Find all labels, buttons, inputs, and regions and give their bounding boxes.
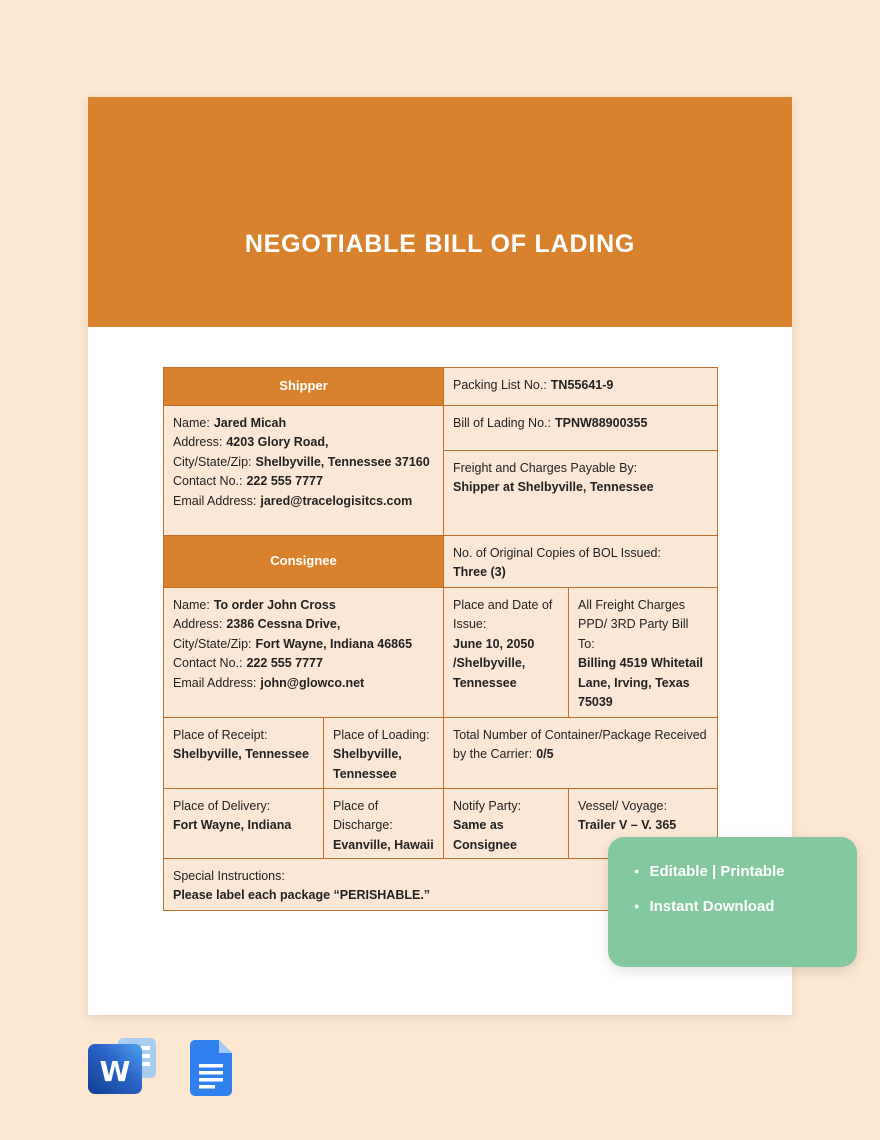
consignee-name-row	[173, 596, 434, 615]
place-delivery-label: Place of Delivery:	[173, 799, 271, 813]
vessel-voyage-label: Vessel/ Voyage:	[578, 799, 667, 813]
consignee-name-value: To order John Cross	[213, 598, 336, 612]
shipper-city-value: Shelbyville, Tennessee 37160	[255, 454, 430, 469]
bill-of-lading-table	[163, 367, 718, 911]
word-file-icon[interactable]	[88, 1038, 158, 1101]
shipper-email-value: jared@tracelogisitcs.com	[260, 493, 413, 508]
shipper-city-row	[173, 453, 434, 472]
word-icon-graphic	[88, 1038, 158, 1096]
copies-issued-cell	[444, 536, 718, 588]
total-containers-value: 0/5	[536, 747, 554, 762]
shipper-address-value: 4203 Glory Road,	[226, 435, 329, 450]
consignee-contact-label: Contact No.:	[173, 656, 243, 671]
google-docs-icon-graphic	[190, 1040, 232, 1096]
consignee-email-row	[173, 674, 434, 693]
promo-badge-text-download: Instant Download	[649, 898, 775, 915]
notify-party-label: Notify Party:	[453, 799, 522, 813]
place-loading-label: Place of Loading:	[333, 728, 430, 742]
place-discharge-label: Place of Discharge:	[333, 799, 393, 833]
shipper-address-row	[173, 433, 434, 452]
consignee-details-cell	[164, 588, 444, 718]
consignee-contact-value: 222 555 7777	[246, 656, 323, 671]
place-delivery-value: Fort Wayne, Indiana	[173, 818, 292, 833]
place-discharge-cell	[324, 789, 444, 859]
packing-list-value: TN55641-9	[550, 378, 614, 392]
bol-number-label: Bill of Lading No.:	[453, 416, 551, 430]
shipper-name-row	[173, 414, 434, 433]
packing-list-label: Packing List No.:	[453, 378, 547, 392]
bullet-icon: ●	[634, 901, 640, 911]
shipper-address-label: Address:	[173, 435, 223, 450]
freight-charges-cell	[569, 588, 718, 718]
consignee-email-value: john@glowco.net	[260, 675, 365, 690]
freight-payable-label: Freight and Charges Payable By:	[453, 461, 638, 475]
freight-charges-label: All Freight Charges PPD/ 3RD Party Bill To:	[578, 598, 689, 651]
place-loading-value: Shelbyville, Tennessee	[333, 747, 402, 781]
place-date-issue-cell	[444, 588, 569, 718]
freight-charges-value: Billing 4519 Whitetail Lane, Irving, Texas 75039	[578, 656, 704, 709]
shipper-details-cell	[164, 406, 444, 536]
place-loading-cell	[324, 718, 444, 789]
google-docs-file-icon[interactable]	[190, 1040, 232, 1101]
notify-party-value: Same as Consignee	[453, 818, 517, 852]
place-date-issue-value: June 10, 2050 /Shelbyville, Tennessee	[453, 636, 535, 690]
promo-badge-line-editable	[634, 863, 843, 880]
consignee-address-row	[173, 615, 434, 634]
vessel-voyage-value: Trailer V – V. 365	[578, 818, 677, 833]
bullet-icon: ●	[634, 866, 640, 876]
consignee-header-cell: Consignee	[164, 536, 444, 588]
consignee-city-row	[173, 635, 434, 654]
place-delivery-cell	[164, 789, 324, 859]
promo-badge-text-editable: Editable | Printable	[649, 863, 785, 880]
consignee-city-value: Fort Wayne, Indiana 46865	[255, 636, 413, 651]
bol-number-cell	[444, 406, 718, 451]
freight-payable-cell	[444, 451, 718, 536]
place-date-issue-label: Place and Date of Issue:	[453, 598, 553, 632]
consignee-email-label: Email Address:	[173, 675, 257, 690]
promo-badge-line-download	[634, 898, 843, 915]
shipper-contact-value: 222 555 7777	[246, 474, 323, 489]
copies-issued-label: No. of Original Copies of BOL Issued:	[453, 546, 661, 560]
shipper-name-value: Jared Micah	[213, 416, 287, 430]
place-receipt-value: Shelbyville, Tennessee	[173, 747, 309, 762]
svg-text:W: W	[99, 1055, 131, 1088]
shipper-header-cell: Shipper	[164, 368, 444, 406]
shipper-contact-label: Contact No.:	[173, 474, 243, 489]
document-header-band	[88, 97, 792, 327]
promo-badge	[608, 837, 857, 967]
consignee-name-label: Name:	[173, 598, 210, 612]
shipper-email-row	[173, 492, 434, 511]
copies-issued-value: Three (3)	[453, 565, 506, 580]
place-discharge-value: Evanville, Hawaii	[333, 837, 434, 852]
special-instructions-value: Please label each package “PERISHABLE.”	[173, 888, 431, 903]
total-containers-label: Total Number of Container/Package Received by the Carrier:	[453, 728, 707, 762]
shipper-contact-row	[173, 472, 434, 491]
notify-party-cell	[444, 789, 569, 859]
total-containers-cell	[444, 718, 718, 789]
shipper-email-label: Email Address:	[173, 493, 257, 508]
consignee-city-label: City/State/Zip:	[173, 636, 252, 651]
consignee-address-label: Address:	[173, 617, 223, 632]
shipper-city-label: City/State/Zip:	[173, 454, 252, 469]
shipper-name-label: Name:	[173, 416, 210, 430]
special-instructions-label: Special Instructions:	[173, 869, 285, 883]
place-receipt-cell	[164, 718, 324, 789]
bol-number-value: TPNW88900355	[554, 416, 648, 430]
consignee-contact-row	[173, 654, 434, 673]
consignee-address-value: 2386 Cessna Drive,	[226, 617, 341, 632]
packing-list-cell	[444, 368, 718, 406]
place-receipt-label: Place of Receipt:	[173, 728, 268, 742]
page-title: NEGOTIABLE BILL OF LADING	[244, 230, 636, 258]
freight-payable-value: Shipper at Shelbyville, Tennessee	[453, 480, 654, 495]
